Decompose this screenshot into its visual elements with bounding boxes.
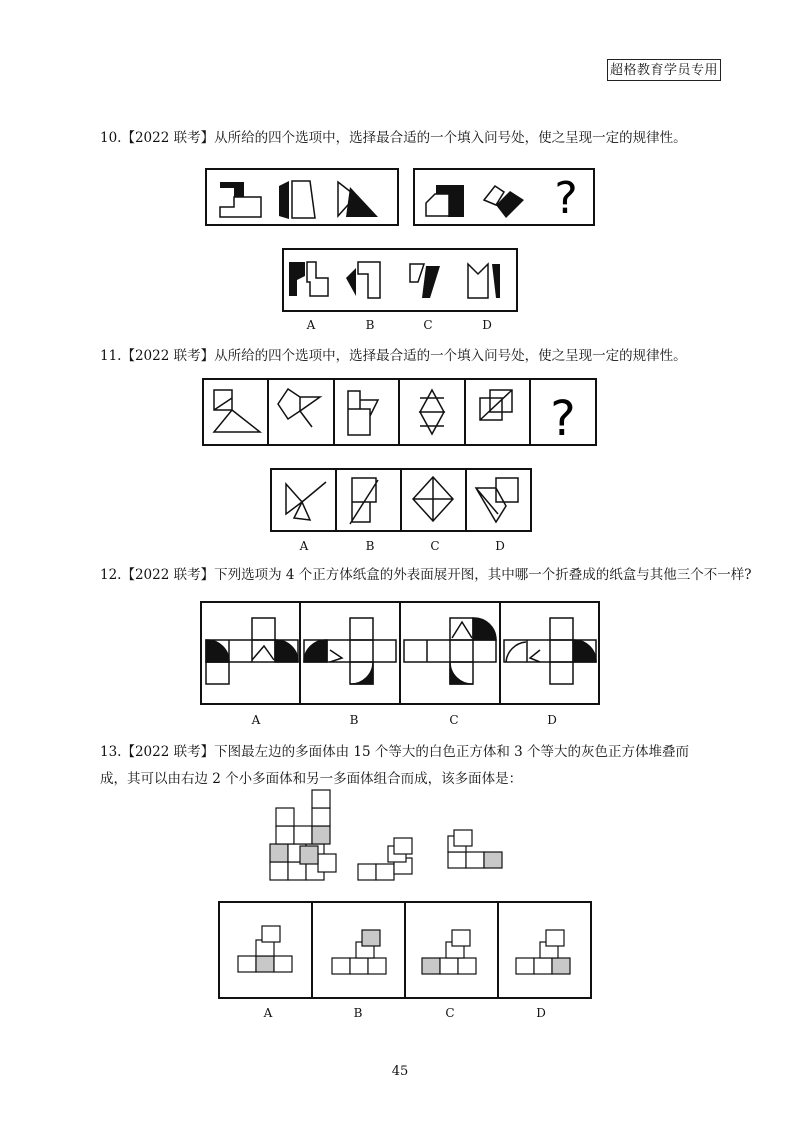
q13-small-polyhedron-1 <box>358 838 412 880</box>
q13-main-polyhedron <box>270 790 336 880</box>
q13-option-b-polyhedron <box>332 930 386 974</box>
q13-option-a-label: A <box>263 1006 273 1020</box>
q10-option-d-label: D <box>482 318 492 332</box>
q13-option-a-polyhedron <box>238 926 292 972</box>
q11-option-a-label: A <box>299 539 309 553</box>
q13-option-d-polyhedron <box>516 930 570 974</box>
q11-option-d-label: D <box>495 539 505 553</box>
question-13-text: 13.【2022 联考】下图最左边的多面体由 15 个等大的白色正方体和 3 个等大的灰色正方体堆叠而成，其可以由右边 2 个小多面体和另一多面体组合而成，该多面体是： <box>100 744 690 787</box>
q13-small-polyhedron-2 <box>448 830 502 868</box>
header-badge: 超格教育学员专用 <box>607 59 721 81</box>
page-number: 45 <box>391 1064 409 1079</box>
q12-option-b-label: B <box>349 713 359 727</box>
q13-option-c-label: C <box>445 1006 455 1020</box>
question-11-text: 11.【2022 联考】从所给的四个选项中，选择最合适的一个填入问号处，使之呈现一定的规律性。 <box>100 348 687 364</box>
q12-option-d-label: D <box>547 713 557 727</box>
q13-option-d-label: D <box>536 1006 546 1020</box>
q10-question-mark: ? <box>554 173 578 224</box>
q11-option-c-label: C <box>430 539 440 553</box>
q11-question-mark: ? <box>550 391 576 447</box>
q12-option-a-label: A <box>251 713 261 727</box>
q13-option-b-label: B <box>353 1006 363 1020</box>
q10-option-a-label: A <box>306 318 316 332</box>
question-10-text: 10.【2022 联考】从所给的四个选项中，选择最合适的一个填入问号处，使之呈现一定的规律性。 <box>100 130 687 146</box>
q12-option-c-label: C <box>449 713 459 727</box>
q11-option-b-label: B <box>365 539 375 553</box>
question-12-text: 12.【2022 联考】下列选项为 4 个正方体纸盒的外表面展开图，其中哪一个折叠成的纸盒与其他三个不一样? <box>100 567 752 583</box>
q10-option-b-label: B <box>365 318 375 332</box>
q10-option-c-label: C <box>423 318 433 332</box>
q13-option-c-polyhedron <box>422 930 476 974</box>
